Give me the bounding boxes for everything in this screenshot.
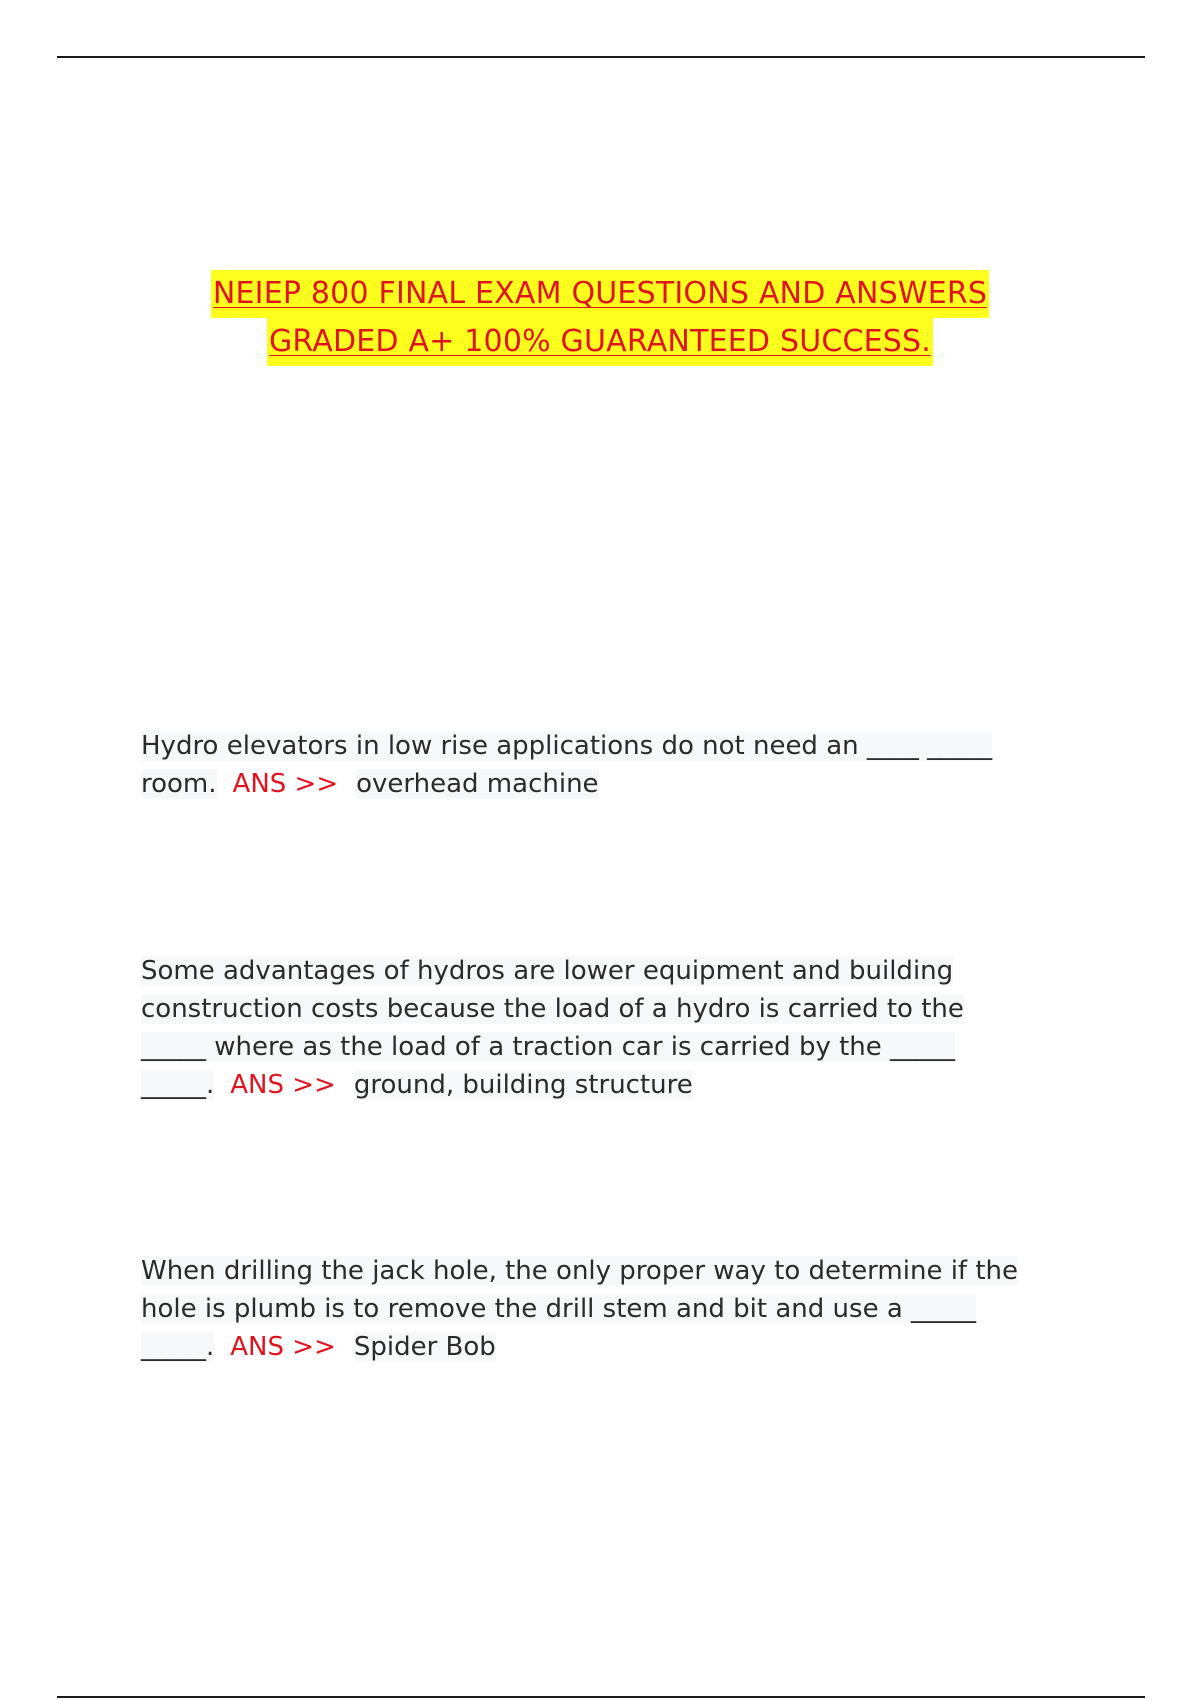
question-text: Hydro elevators in low rise applications do not need an ____ _____ room. — [141, 731, 993, 799]
bottom-rule — [57, 1696, 1145, 1698]
answer-text: ground, building structure — [353, 1070, 693, 1100]
title-line-2: GRADED A+ 100% GUARANTEED SUCCESS. — [267, 318, 933, 366]
qa-item-2 — [141, 952, 1031, 1104]
answer-text: Spider Bob — [353, 1332, 496, 1362]
question-text: Some advantages of hydros are lower equipment and building construction costs because the load of a hydro is carried to the _____ where as the load of a traction car is carried by the _____ _____. — [141, 956, 964, 1100]
answer-marker: ANS >> — [230, 1070, 336, 1100]
question-text: When drilling the jack hole, the only proper way to determine if the hole is plumb is to remove the drill stem and bit and use a _____ _____. — [141, 1256, 1019, 1362]
top-rule — [57, 56, 1145, 58]
title-line-1: NEIEP 800 FINAL EXAM QUESTIONS AND ANSWERS — [211, 270, 989, 318]
qa-item-3 — [141, 1252, 1041, 1366]
answer-marker: ANS >> — [230, 1332, 336, 1362]
qa-item-1 — [141, 727, 1071, 803]
answer-marker: ANS >> — [232, 769, 339, 799]
page-title — [0, 270, 1200, 366]
answer-text: overhead machine — [356, 769, 599, 799]
